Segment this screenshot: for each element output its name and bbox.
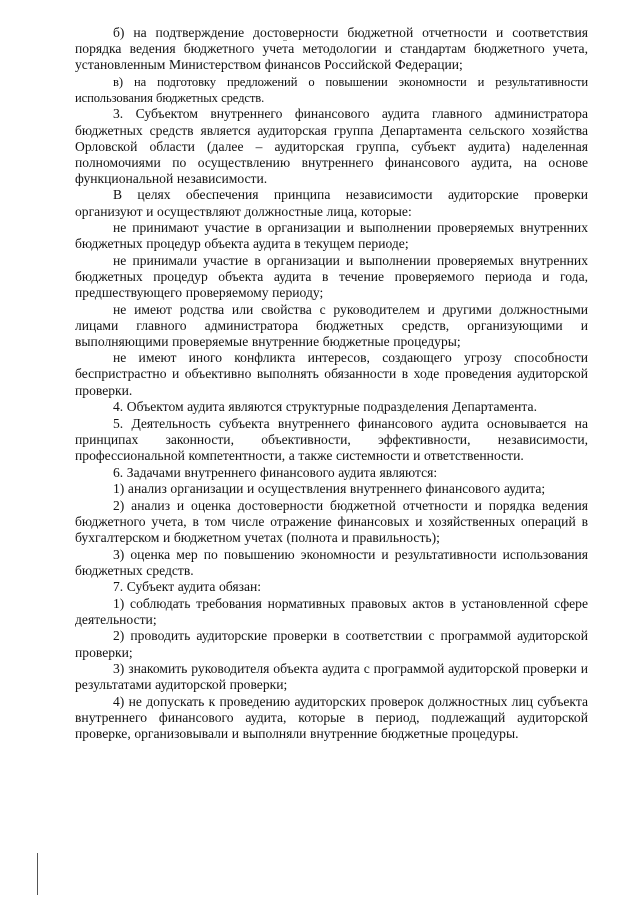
paragraph-condition-4: не имеют иного конфликта интересов, создающего угрозу способности беспристрастно и объективно выполнять обязанности в ходе проведения аудиторской проверки. — [75, 350, 588, 398]
scan-margin-line — [37, 853, 38, 895]
paragraph-7-obligation-2: 2) проводить аудиторские проверки в соответствии с программой аудиторской проверки; — [75, 628, 588, 660]
paragraph-5-principles: 5. Деятельность субъекта внутреннего финансового аудита основывается на принципах законности, объективности, эффективности, независимости, профессиональной компетентности, а также системности и ответственности. — [75, 415, 588, 463]
paragraph-6-task-3: 3) оценка мер по повышению экономности и результативности использования бюджетных средств. — [75, 546, 588, 578]
paragraph-independence: В целях обеспечения принципа независимости аудиторские проверки организуют и осуществляют должностные лица, которые: — [75, 187, 588, 219]
paragraph-7-obligation-3: 3) знакомить руководителя объекта аудита с программой аудиторской проверки и результатами аудиторской проверки; — [75, 661, 588, 693]
paragraph-7-obligation-4: 4) не допускать к проведению аудиторских проверок должностных лиц субъекта внутреннего финансового аудита, которые в период, подлежащий аудиторской проверке, организовывали и выполняли внутренние бюджетные процедуры. — [75, 693, 588, 742]
paragraph-6-task-1: 1) анализ организации и осуществления внутреннего финансового аудита; — [113, 481, 546, 497]
paragraph-condition-1: не принимают участие в организации и выполнении проверяемых внутренних бюджетных процедур объекта аудита в текущем периоде; — [75, 220, 588, 252]
paragraph-v: в) на подготовку предложений о повышении экономности и результативности использования бюджетных средств. — [75, 74, 588, 105]
paragraph-b: б) на подтверждение достоверности бюджетной отчетности и соответствия порядка ведения бюджетного учета методологии и стандартам бюджетного учета, установленным Министерством финансов Российской Федерации; — [75, 25, 588, 73]
paragraph-6-tasks: 6. Задачами внутреннего финансового аудита являются: — [113, 464, 438, 480]
paragraph-condition-3: не имеют родства или свойства с руководителем и другими должностными лицами главного администратора бюджетных средств, организующими и выполняющими проверяемые внутренние бюджетные процедуры; — [75, 301, 588, 349]
document-body — [75, 25, 588, 743]
paragraph-6-task-2: 2) анализ и оценка достоверности бюджетной отчетности и порядка ведения бюджетного учета, в том числе отражение финансовых и хозяйственных операций в бухгалтерском и бюджетном учетах (полнота и правильность); — [75, 497, 588, 545]
paragraph-condition-2: не принимали участие в организации и выполнении проверяемых внутренних бюджетных процедур объекта аудита в течение проверяемого периода и года, предшествующего проверяемому периоду; — [75, 252, 588, 300]
paragraph-7-obligations: 7. Субъект аудита обязан: — [113, 579, 262, 595]
paragraph-4-audit-object: 4. Объектом аудита являются структурные подразделения Департамента. — [113, 399, 537, 415]
paragraph-7-obligation-1: 1) соблюдать требования нормативных правовых актов в установленной сфере деятельности; — [75, 595, 588, 627]
paragraph-3-audit-subject: 3. Субъектом внутреннего финансового аудита главного администратора бюджетных средств является аудиторская группа Департамента сельского хозяйства Орловской области (далее – аудиторская группа, субъект аудита) наделенная полномочиями по осуществлению внутреннего финансового аудита, на основе функциональной независимости. — [75, 106, 588, 186]
